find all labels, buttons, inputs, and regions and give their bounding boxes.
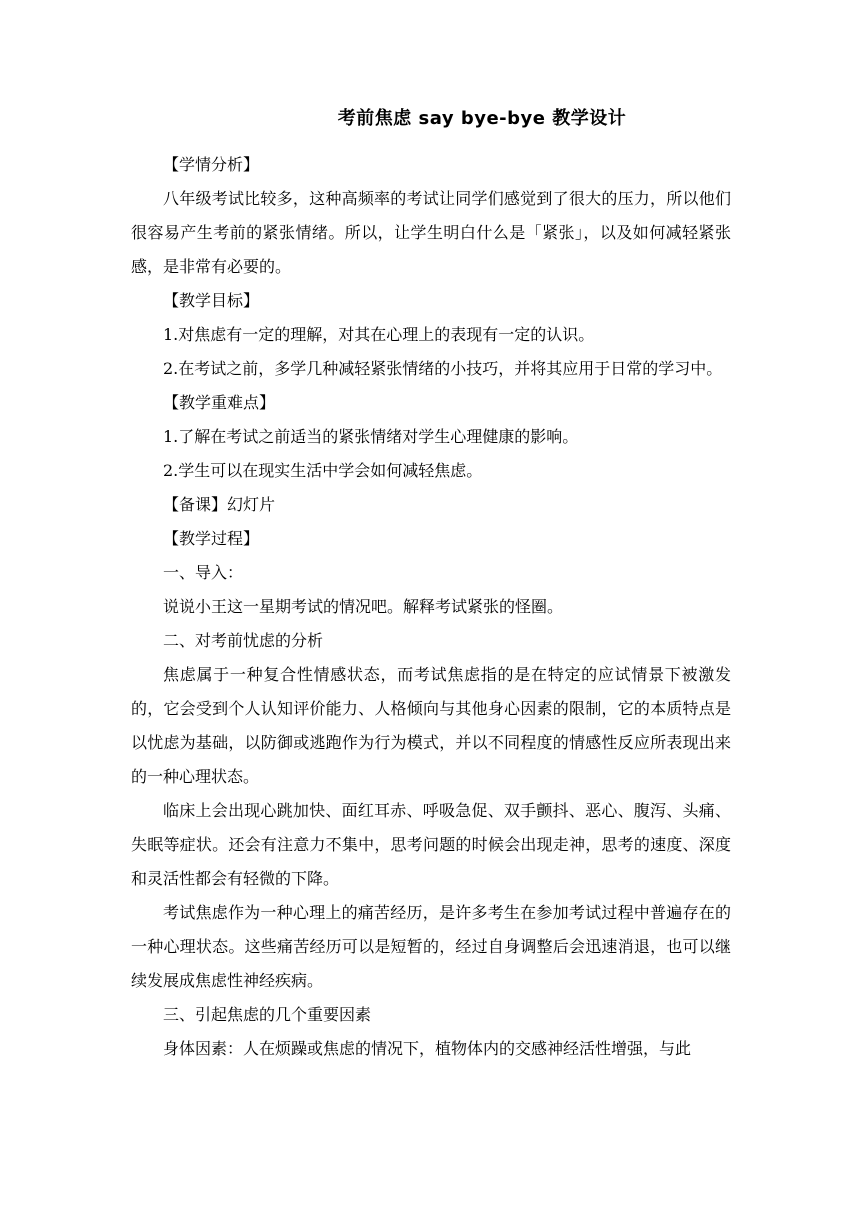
paragraph: 临床上会出现心跳加快、面红耳赤、呼吸急促、双手颤抖、恶心、腹泻、头痛、失眠等症状。还会有注意力不集中，思考问题的时候会出现走神，思考的速度、深度和灵活性都会有轻微的下降。 — [131, 801, 731, 888]
section-heading-learning-analysis: 【学情分析】 — [163, 155, 260, 174]
paragraph: 焦虑属于一种复合性情感状态，而考试焦虑指的是在特定的应试情景下被激发的，它会受到个人认知评价能力、人格倾向与其他身心因素的限制，它的本质特点是以忧虑为基础，以防御或逃跑作为行为模式，并以不同程度的情感性反应所表现出来的一种心理状态。 — [131, 665, 731, 786]
section-heading-teaching-goals: 【教学目标】 — [163, 291, 260, 310]
list-item: 1.了解在考试之前适当的紧张情绪对学生心理健康的影响。 — [163, 427, 579, 446]
list-item: 2.学生可以在现实生活中学会如何减轻焦虑。 — [163, 461, 483, 480]
list-item: 1.对焦虑有一定的理解，对其在心理上的表现有一定的认识。 — [163, 325, 595, 344]
paragraph: 说说小王这一星期考试的情况吧。解释考试紧张的怪圈。 — [163, 597, 564, 616]
section-heading-teaching-process: 【教学过程】 — [163, 529, 260, 548]
paragraph: 身体因素：人在烦躁或焦虑的情况下，植物体内的交感神经活性增强，与此 — [163, 1039, 692, 1058]
document-body — [131, 148, 731, 1066]
paragraph: 八年级考试比较多，这种高频率的考试让同学们感觉到了很大的压力，所以他们很容易产生考前的紧张情绪。所以，让学生明白什么是「紧张」，以及如何减轻紧张感，是非常有必要的。 — [131, 189, 731, 276]
subheading: 一、导入： — [163, 563, 244, 582]
document-title: 考前焦虑 say bye-bye 教学设计 — [337, 108, 627, 129]
section-heading-key-points: 【教学重难点】 — [163, 393, 276, 412]
paragraph: 考试焦虑作为一种心理上的痛苦经历，是许多考生在参加考试过程中普遍存在的一种心理状态。这些痛苦经历可以是短暂的，经过自身调整后会迅速消退，也可以继续发展成焦虑性神经疾病。 — [131, 903, 731, 990]
list-item: 2.在考试之前，多学几种减轻紧张情绪的小技巧，并将其应用于日常的学习中。 — [163, 359, 723, 378]
subheading: 三、引起焦虑的几个重要因素 — [163, 1005, 372, 1024]
subheading: 二、对考前忧虑的分析 — [163, 631, 324, 650]
section-heading-preparation: 【备课】幻灯片 — [163, 495, 276, 514]
